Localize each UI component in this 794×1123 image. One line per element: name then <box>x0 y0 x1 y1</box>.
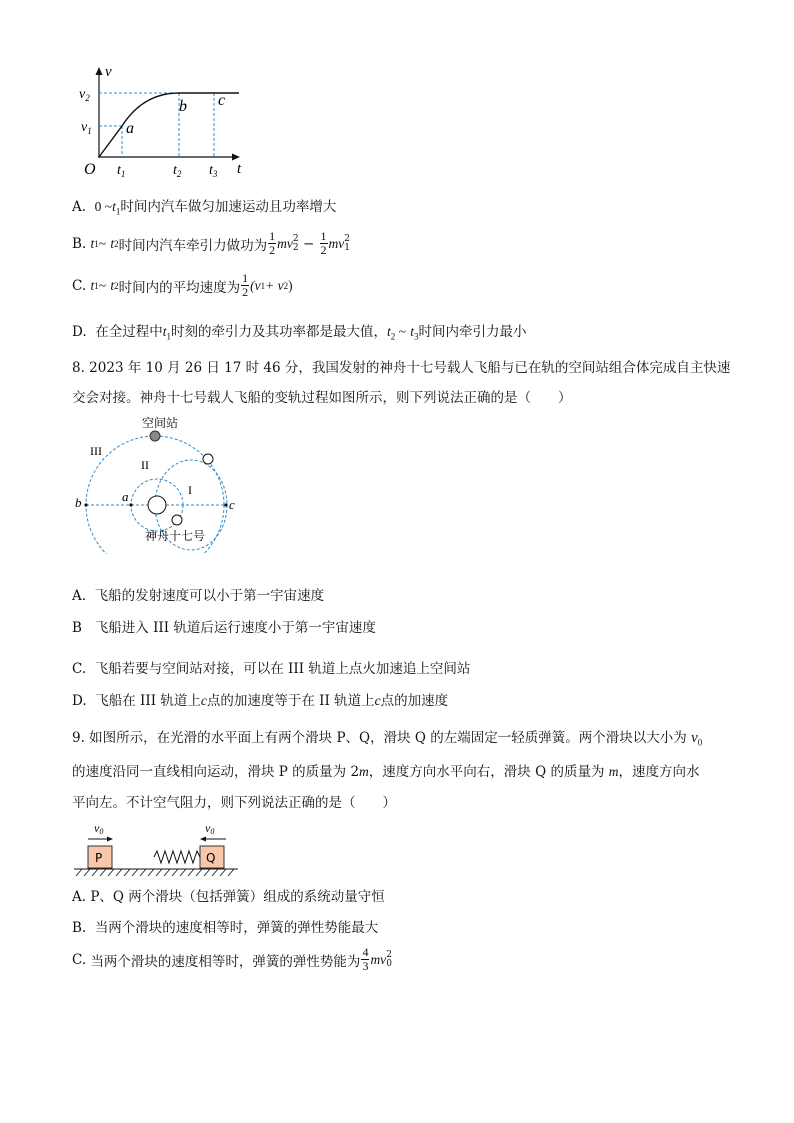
q9-option-c: C. 当两个滑块的速度相等时，弹簧的弹性势能为 $\frac{4}{3}$ mv 2 0 <box>72 945 392 973</box>
orbit-iii-label: III <box>90 444 102 458</box>
q8-stem-line2: 交会对接。神舟十七号载人飞船的变轨过程如图所示，则下列说法正确的是（ ） <box>72 390 572 406</box>
station-label: 空间站 <box>142 416 179 430</box>
q-velocity-label: v0 <box>205 821 215 836</box>
orbit-ii-label: II <box>141 458 149 472</box>
v1-label: $v_1$ <box>81 120 92 136</box>
t-axis-arrow-icon <box>232 154 240 161</box>
p-velocity-label: v0 <box>94 821 104 836</box>
space-station-icon <box>150 431 160 441</box>
q8-option-c: C. 飞船若要与空间站对接，可以在 III 轨道上点火加速追上空间站 <box>72 661 471 677</box>
t3-label: $t_3$ <box>209 163 218 179</box>
ship-icon-orbit-i <box>172 515 182 525</box>
q8-option-a: A. 飞船的发射速度可以小于第一宇宙速度 <box>72 588 325 604</box>
q9-stem-line2: 的速度沿同一直线相向运动，滑块 P 的质量为 2m，速度方向水平向右，滑块 Q 的质量为 m，速度方向水 <box>72 764 700 780</box>
q9-option-b: B. 当两个滑块的速度相等时，弹簧的弹性势能最大 <box>72 920 379 936</box>
ship-label: 神舟十七号 <box>145 529 206 543</box>
point-b-label: b <box>179 98 187 115</box>
point-c-label: c <box>218 92 226 109</box>
t2-label: $t_2$ <box>173 163 182 179</box>
p-arrow-head-icon <box>107 837 113 842</box>
orbit-i-label: I <box>188 483 192 497</box>
t-axis-label: t <box>237 161 242 177</box>
q-arrow-head-icon <box>200 837 206 842</box>
point-a-label: a <box>126 120 134 137</box>
q7-option-c: C. t 1 ~ t 2 时间内的平均速度为 $\frac{1}{2}$ (v 1 + v 2 ) <box>72 271 293 299</box>
q9-option-a: A. P、Q 两个滑块（包括弹簧）组成的系统动量守恒 <box>72 889 385 905</box>
ground-hatch <box>76 869 234 876</box>
earth-icon <box>148 496 166 514</box>
block-p-label: P <box>95 851 103 865</box>
q9-stem-line1: 9. 如图所示，在光滑的水平面上有两个滑块 P、Q，滑块 Q 的左端固定一轻质弹簧。两个滑块以大小为 $v_0$ <box>72 730 703 748</box>
ship-icon-orbit-ii <box>203 454 213 464</box>
q8-option-b: B 飞船进入 III 轨道后运行速度小于第一宇宙速度 <box>72 620 376 636</box>
t1-label: $t_1$ <box>117 163 126 179</box>
v-axis-arrow-icon <box>96 67 103 75</box>
q8-stem-line1: 8. 2023 年 10 月 26 日 17 时 46 分，我国发射的神舟十七号载人飞船与已在轨的空间站组合体完成自主快速 <box>72 360 731 376</box>
vt-graph <box>78 60 258 185</box>
q7-option-a: A. 0 $\sim t_1$时间内汽车做匀加速运动且功率增大 <box>72 199 337 217</box>
q9-stem-line3: 平向左。不计空气阻力，则下列说法正确的是（ ） <box>72 795 396 811</box>
point-a-dot <box>129 503 132 506</box>
q7-option-b: B. t 1 ~ t 2 时间内汽车牵引力做功为 $\frac{1}{2}$ mv 2 2 − $\frac{1}{2}$ mv 2 1 <box>72 229 351 257</box>
q8-option-d: D. 飞船在 III 轨道上c点的加速度等于在 II 轨道上c点的加速度 <box>72 693 449 709</box>
point-c-label: c <box>229 497 235 512</box>
q8-orbit-figure <box>72 414 252 554</box>
point-a-label: a <box>122 489 129 504</box>
block-q-label: Q <box>206 851 216 865</box>
q9-figure <box>72 818 242 880</box>
q7-option-d: D. 在全过程中$t_1$时刻的牵引力及其功率都是最大值，$t_2$ ~ $t_3$时间内牵引力最小 <box>72 324 527 342</box>
spring-icon <box>154 851 200 863</box>
point-b-label: b <box>75 495 82 510</box>
point-c-dot <box>224 503 227 506</box>
origin-label: O <box>84 161 96 178</box>
point-b-dot <box>84 503 87 506</box>
v2-label: $v_2$ <box>79 87 90 103</box>
v-axis-label: v <box>105 64 112 80</box>
